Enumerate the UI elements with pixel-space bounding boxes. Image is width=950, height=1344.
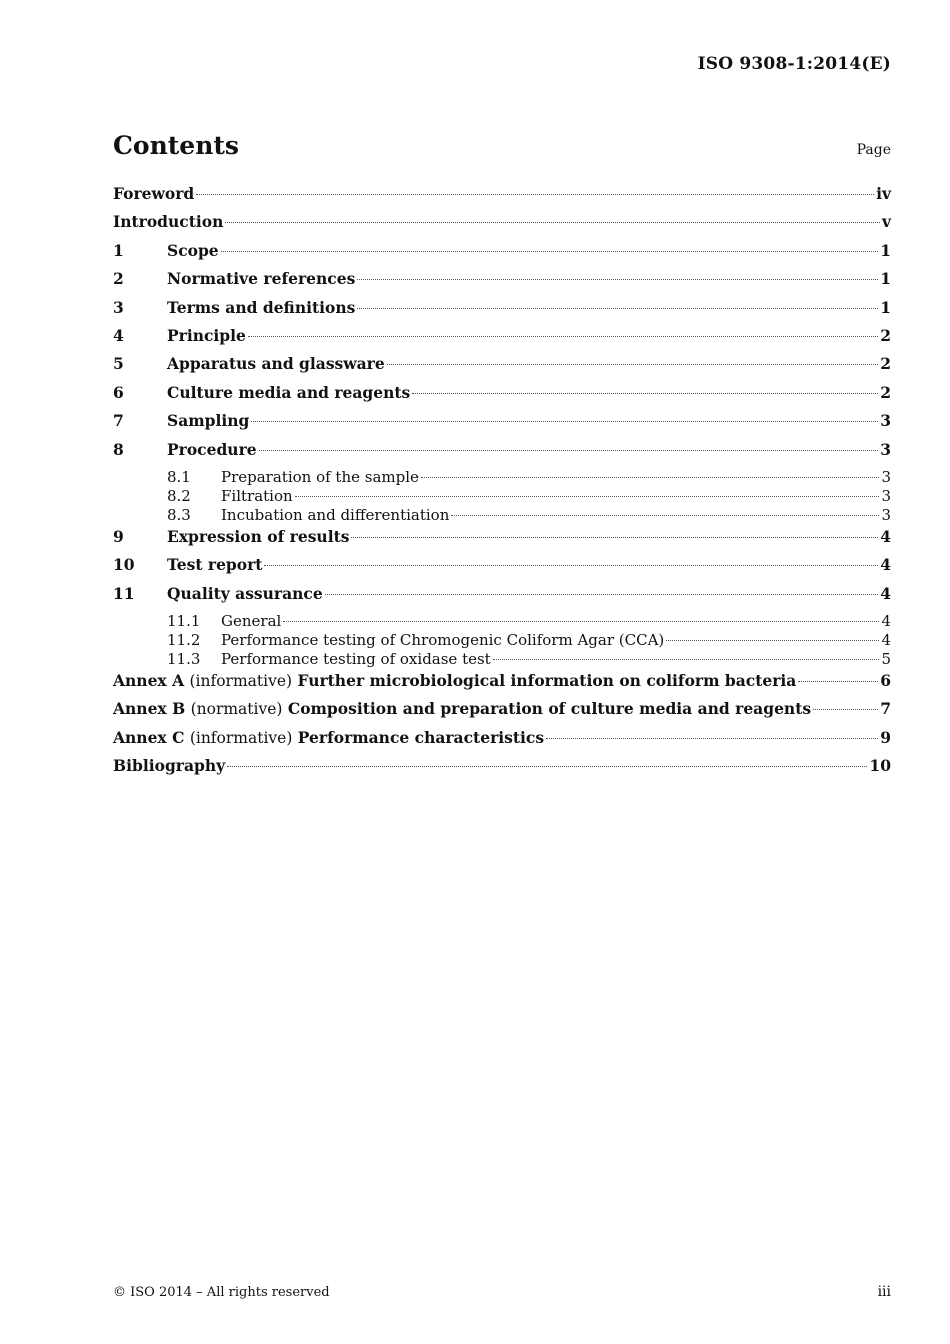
toc-subentry-incubation-and-differentiation[interactable] — [113, 506, 891, 525]
table-of-contents — [113, 184, 891, 785]
toc-entry-page: v — [881, 212, 891, 232]
toc-entry-number: 9 — [113, 526, 124, 546]
toc-entry-page: 7 — [880, 699, 891, 719]
toc-entry-number: 8.2 — [167, 486, 191, 505]
toc-entry-number: 1 — [113, 240, 124, 260]
toc-entry-number: 3 — [113, 297, 124, 317]
dot-leader — [227, 766, 867, 767]
toc-entry-page: 4 — [880, 555, 891, 575]
annex-title: Further microbiological information on coliform bacteria — [297, 671, 797, 691]
toc-entry-number: 11.2 — [167, 631, 201, 650]
toc-entry-sampling[interactable] — [113, 411, 891, 439]
toc-entry-title: Quality assurance — [167, 583, 323, 603]
dot-leader — [264, 565, 878, 566]
toc-entry-page: 9 — [880, 727, 891, 747]
toc-entry-test-report[interactable] — [113, 555, 891, 583]
toc-entry-number: 11 — [113, 583, 135, 603]
toc-entry-bibliography[interactable] — [113, 756, 891, 784]
toc-entry-title: Incubation and differentiation — [221, 505, 450, 524]
toc-entry-number: 5 — [113, 354, 124, 374]
toc-entry-quality-assurance[interactable] — [113, 584, 891, 612]
toc-entry-title: General — [221, 612, 282, 631]
dot-leader — [546, 738, 878, 739]
toc-entry-title: Normative references — [167, 269, 356, 289]
dot-leader — [813, 709, 878, 710]
dot-leader — [451, 515, 879, 516]
toc-entry-title: Sampling — [167, 411, 250, 431]
dot-leader — [412, 393, 878, 394]
toc-entry-expression-of-results[interactable] — [113, 527, 891, 555]
toc-entry-page: 1 — [880, 240, 891, 260]
toc-entry-title: Performance testing of Chromogenic Coliform Agar (CCA) — [221, 631, 665, 650]
dot-leader — [196, 194, 874, 195]
toc-entry-normative-references[interactable] — [113, 269, 891, 297]
toc-entry-page: 6 — [880, 671, 891, 691]
toc-entry-title: Preparation of the sample — [221, 467, 419, 486]
toc-subentry-preparation-of-the-sample[interactable] — [113, 468, 891, 487]
toc-entry-page: 2 — [880, 354, 891, 374]
toc-subentry-performance-testing-cca[interactable] — [113, 631, 891, 650]
toc-entry-title: Foreword — [113, 184, 195, 203]
dot-leader — [666, 640, 879, 641]
toc-entry-page: 4 — [880, 526, 891, 546]
toc-entry-annex-a[interactable] — [113, 671, 891, 699]
toc-entry-page: 3 — [881, 467, 891, 486]
toc-entry-number: 6 — [113, 382, 124, 402]
toc-subentry-filtration[interactable] — [113, 487, 891, 506]
dot-leader — [221, 251, 879, 252]
dot-leader — [248, 336, 878, 337]
contents-heading: Contents — [113, 131, 240, 160]
toc-entry-title: Apparatus and glassware — [167, 354, 385, 374]
toc-entry-page: 3 — [881, 486, 891, 505]
annex-title: Composition and preparation of culture media and reagents — [287, 699, 812, 719]
dot-leader — [225, 222, 880, 223]
dot-leader — [387, 364, 879, 365]
toc-entry-number: 8.1 — [167, 467, 191, 486]
toc-entry-page: 3 — [880, 411, 891, 431]
toc-entry-scope[interactable] — [113, 241, 891, 269]
toc-entry-apparatus-and-glassware[interactable] — [113, 354, 891, 382]
footer-copyright: © ISO 2014 – All rights reserved — [113, 1285, 330, 1300]
dot-leader — [421, 477, 880, 478]
toc-entry-number: 11.3 — [167, 650, 201, 669]
toc-entry-title: Terms and definitions — [167, 297, 356, 317]
toc-entry-annex-b[interactable] — [113, 699, 891, 727]
toc-entry-page: 4 — [881, 612, 891, 631]
annex-type: (informative) — [189, 672, 293, 691]
toc-entry-page: 1 — [880, 269, 891, 289]
toc-entry-title: Introduction — [113, 212, 224, 232]
toc-entry-annex-c[interactable] — [113, 728, 891, 756]
toc-entry-principle[interactable] — [113, 326, 891, 354]
toc-entry-number: 10 — [113, 555, 135, 575]
toc-entry-page: 5 — [881, 650, 891, 669]
toc-entry-page: 4 — [881, 631, 891, 650]
annex-heading — [113, 728, 544, 747]
annex-type: (informative) — [189, 728, 293, 747]
toc-entry-page: 10 — [869, 756, 891, 776]
dot-leader — [283, 621, 879, 622]
document-id: ISO 9308-1:2014(E) — [697, 54, 891, 74]
toc-entry-title: Procedure — [167, 439, 257, 459]
annex-label: Annex C — [113, 727, 185, 747]
toc-entry-number: 4 — [113, 325, 124, 345]
toc-entry-procedure[interactable] — [113, 440, 891, 468]
toc-entry-number: 8 — [113, 439, 124, 459]
toc-entry-page: 1 — [880, 297, 891, 317]
toc-entry-terms-and-definitions[interactable] — [113, 298, 891, 326]
toc-entry-title: Principle — [167, 325, 246, 345]
dot-leader — [493, 659, 880, 660]
annex-heading — [113, 699, 811, 718]
toc-entry-title: Performance testing of oxidase test — [221, 650, 491, 669]
toc-entry-title: Bibliography — [113, 756, 226, 776]
toc-entry-number: 7 — [113, 411, 124, 431]
annex-label: Annex A — [113, 671, 185, 691]
annex-title: Performance characteristics — [297, 727, 545, 747]
toc-subentry-general[interactable] — [113, 612, 891, 631]
annex-label: Annex B — [113, 699, 186, 719]
dot-leader — [357, 308, 878, 309]
toc-entry-page: 3 — [881, 505, 891, 524]
toc-entry-number: 2 — [113, 269, 124, 289]
toc-entry-page: iv — [876, 184, 891, 203]
dot-leader — [357, 279, 878, 280]
toc-entry-title: Scope — [167, 240, 219, 260]
toc-entry-title: Filtration — [221, 486, 293, 505]
toc-subentry-performance-testing-oxidase[interactable] — [113, 650, 891, 669]
dot-leader — [295, 496, 880, 497]
page-column-label: Page — [856, 142, 891, 158]
toc-entry-title: Expression of results — [167, 526, 350, 546]
dot-leader — [325, 594, 879, 595]
annex-type: (normative) — [190, 700, 283, 719]
toc-entry-introduction[interactable] — [113, 212, 891, 240]
toc-entry-culture-media-and-reagents[interactable] — [113, 383, 891, 411]
toc-entry-foreword[interactable] — [113, 184, 891, 212]
toc-entry-number: 11.1 — [167, 612, 201, 631]
footer-page-number: iii — [877, 1284, 891, 1300]
toc-entry-page: 3 — [880, 439, 891, 459]
toc-entry-title: Test report — [167, 555, 263, 575]
dot-leader — [259, 450, 879, 451]
toc-entry-page: 2 — [880, 382, 891, 402]
dot-leader — [798, 681, 878, 682]
toc-entry-page: 2 — [880, 325, 891, 345]
annex-heading — [113, 671, 796, 690]
toc-entry-title: Culture media and reagents — [167, 382, 411, 402]
toc-entry-number: 8.3 — [167, 505, 191, 524]
dot-leader — [351, 537, 878, 538]
dot-leader — [251, 421, 878, 422]
toc-entry-page: 4 — [880, 583, 891, 603]
